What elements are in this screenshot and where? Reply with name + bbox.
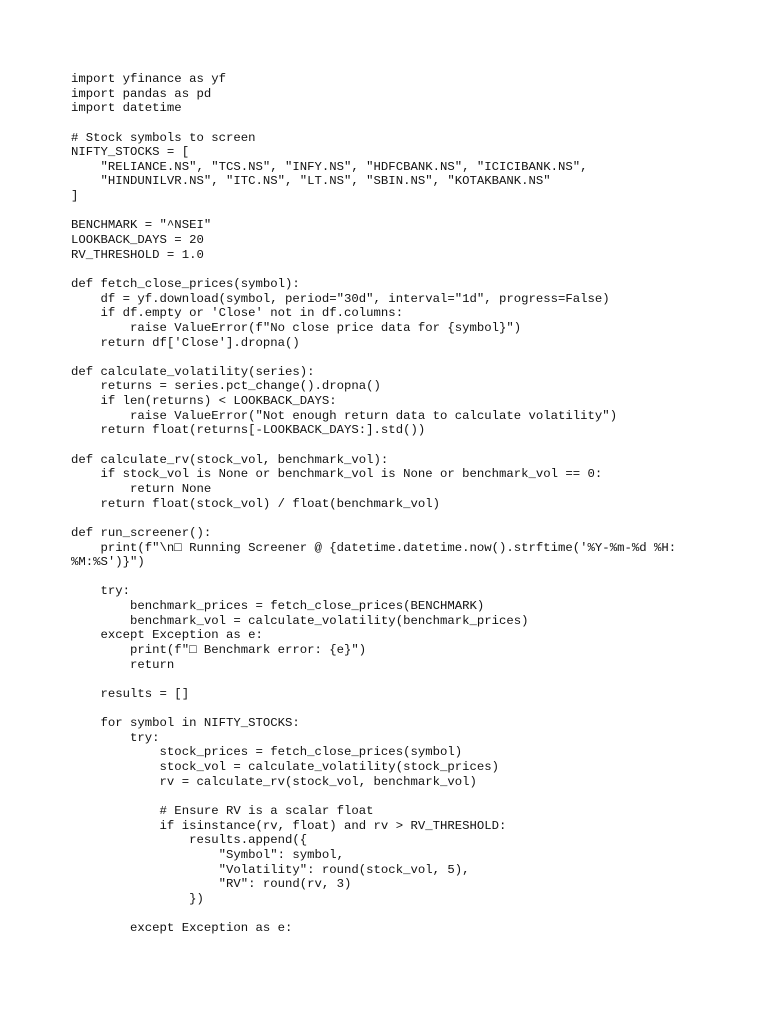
function-definition: def calculate_volatility(series): (71, 364, 315, 379)
code-line: return float(stock_vol) / float(benchmark_vol) (71, 496, 440, 511)
function-definition: def run_screener(): (71, 525, 212, 540)
code-line (71, 672, 751, 687)
code-line: results = [] (71, 686, 190, 701)
code-line: return (71, 657, 175, 672)
code-listing (71, 72, 751, 936)
code-comment: # Stock symbols to screen (71, 130, 256, 145)
code-line: print(f"\n□ Running Screener @ {datetime.datetime.now().strftime('%Y-%m-%d %H: (71, 540, 677, 555)
code-line (71, 907, 751, 922)
code-line: ] (71, 189, 79, 204)
code-line: return float(returns[-LOOKBACK_DAYS:].std()) (71, 423, 426, 438)
code-line (71, 262, 751, 277)
code-line: returns = series.pct_change().dropna() (71, 379, 381, 394)
code-line: "RELIANCE.NS", "TCS.NS", "INFY.NS", "HDFCBANK.NS", "ICICIBANK.NS", (71, 159, 588, 174)
code-line: except Exception as e: (71, 628, 263, 643)
code-line: "Symbol": symbol, (71, 847, 345, 862)
code-line: for symbol in NIFTY_STOCKS: (71, 716, 300, 731)
code-line (71, 350, 751, 365)
code-line: try: (71, 584, 131, 599)
code-line: raise ValueError("Not enough return data to calculate volatility") (71, 408, 618, 423)
code-line: if df.empty or 'Close' not in df.columns: (71, 306, 404, 321)
code-line: import yfinance as yf (71, 72, 226, 86)
code-line (71, 438, 751, 453)
code-line: except Exception as e: (71, 921, 293, 936)
code-line: raise ValueError(f"No close price data for {symbol}") (71, 320, 522, 335)
code-line: stock_vol = calculate_volatility(stock_prices) (71, 760, 500, 775)
code-line (71, 204, 751, 219)
code-line: RV_THRESHOLD = 1.0 (71, 247, 204, 262)
code-line: import pandas as pd (71, 86, 212, 101)
code-line (71, 511, 751, 526)
code-line: stock_prices = fetch_close_prices(symbol) (71, 745, 463, 760)
code-line: rv = calculate_rv(stock_vol, benchmark_vol) (71, 774, 477, 789)
code-line: benchmark_prices = fetch_close_prices(BENCHMARK) (71, 599, 485, 614)
code-line: "RV": round(rv, 3) (71, 877, 352, 892)
code-line (71, 702, 751, 717)
code-line: if stock_vol is None or benchmark_vol is None or benchmark_vol == 0: (71, 467, 603, 482)
code-line: benchmark_vol = calculate_volatility(benchmark_prices) (71, 613, 529, 628)
code-line: if isinstance(rv, float) and rv > RV_THRESHOLD: (71, 818, 507, 833)
function-definition: def fetch_close_prices(symbol): (71, 276, 300, 291)
code-line: try: (71, 730, 160, 745)
code-line: LOOKBACK_DAYS = 20 (71, 233, 204, 248)
code-line: print(f"□ Benchmark error: {e}") (71, 642, 367, 657)
code-comment: # Ensure RV is a scalar float (71, 804, 374, 819)
code-line: "Volatility": round(stock_vol, 5), (71, 862, 470, 877)
code-line: return None (71, 481, 212, 496)
code-line: }) (71, 891, 204, 906)
function-definition: def calculate_rv(stock_vol, benchmark_vol): (71, 452, 389, 467)
code-line: BENCHMARK = "^NSEI" (71, 218, 212, 233)
code-line: "HINDUNILVR.NS", "ITC.NS", "LT.NS", "SBIN.NS", "KOTAKBANK.NS" (71, 174, 551, 189)
code-line: import datetime (71, 101, 182, 116)
code-line: return df['Close'].dropna() (71, 335, 300, 350)
code-line (71, 116, 751, 131)
code-line (71, 789, 751, 804)
code-line: df = yf.download(symbol, period="30d", interval="1d", progress=False) (71, 291, 610, 306)
code-line: if len(returns) < LOOKBACK_DAYS: (71, 394, 337, 409)
code-line: %M:%S')}") (71, 555, 145, 570)
code-line: NIFTY_STOCKS = [ (71, 145, 190, 160)
code-line: results.append({ (71, 833, 308, 848)
code-line (71, 570, 751, 585)
